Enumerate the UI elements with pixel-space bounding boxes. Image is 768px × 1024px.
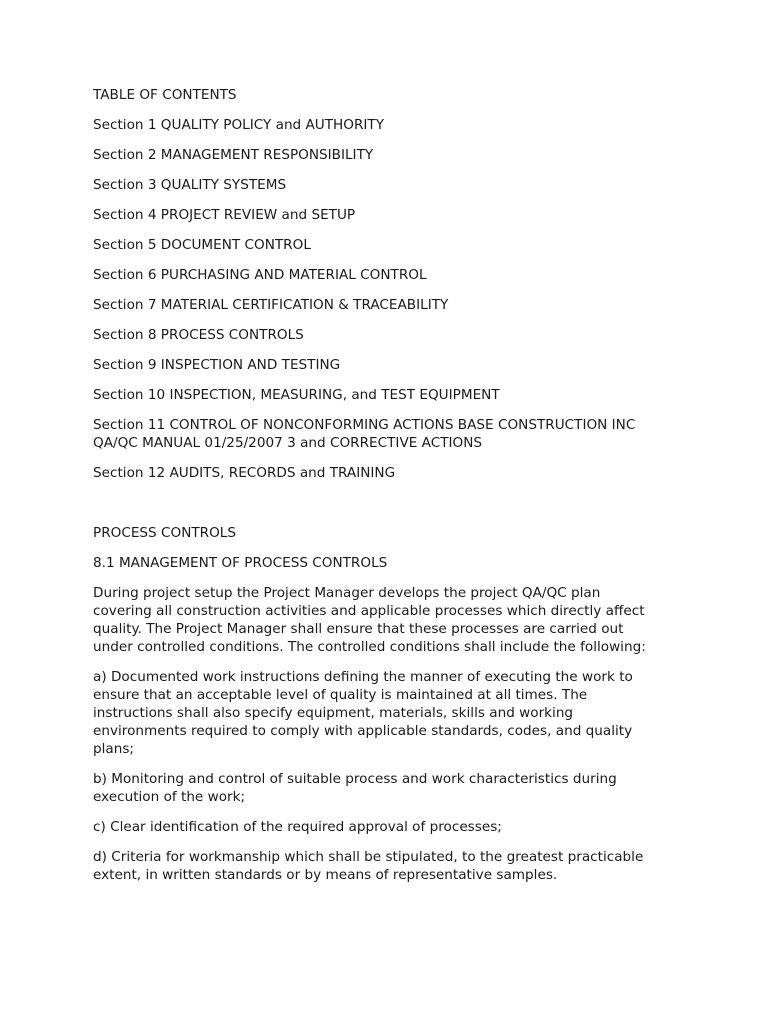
toc-item-line: Section 11 CONTROL OF NONCONFORMING ACTIONS BASE CONSTRUCTION INC — [93, 417, 636, 433]
toc-list — [93, 116, 683, 482]
paragraph-line: quality. The Project Manager shall ensure that these processes are carried out — [93, 621, 624, 637]
paragraph-line: During project setup the Project Manager develops the project QA/QC plan — [93, 585, 601, 601]
toc-item-line: QA/QC MANUAL 01/25/2007 3 and CORRECTIVE ACTIONS — [93, 435, 483, 451]
toc-item: Section 8 PROCESS CONTROLS — [93, 327, 304, 343]
paragraph-line: covering all construction activities and applicable processes which directly affect — [93, 603, 645, 619]
item-a-paragraph — [93, 668, 683, 758]
paragraph-line: environments required to comply with applicable standards, codes, and quality — [93, 723, 633, 739]
toc-item: Section 9 INSPECTION AND TESTING — [93, 357, 341, 373]
paragraph-line: under controlled conditions. The controlled conditions shall include the following: — [93, 639, 646, 655]
paragraph-line: b) Monitoring and control of suitable process and work characteristics during — [93, 771, 617, 787]
paragraph-line: a) Documented work instructions defining the manner of executing the work to — [93, 669, 633, 685]
paragraph-line: c) Clear identification of the required approval of processes; — [93, 819, 502, 835]
process-heading: PROCESS CONTROLS — [93, 525, 237, 541]
intro-paragraph — [93, 584, 683, 656]
toc-item: Section 6 PURCHASING AND MATERIAL CONTROL — [93, 267, 427, 283]
paragraph-line: extent, in written standards or by means of representative samples. — [93, 867, 558, 883]
paragraph-line: ensure that an acceptable level of quality is maintained at all times. The — [93, 687, 588, 703]
toc-item: Section 5 DOCUMENT CONTROL — [93, 237, 311, 253]
paragraph-line: instructions shall also specify equipment, materials, skills and working — [93, 705, 574, 721]
toc-item: Section 3 QUALITY SYSTEMS — [93, 177, 287, 193]
paragraph-line: execution of the work; — [93, 789, 246, 805]
toc-item: Section 4 PROJECT REVIEW and SETUP — [93, 207, 356, 223]
section-spacer — [93, 494, 683, 524]
document-page — [93, 86, 683, 896]
toc-heading: TABLE OF CONTENTS — [93, 87, 237, 103]
paragraph-line: d) Criteria for workmanship which shall be stipulated, to the greatest practicable — [93, 849, 644, 865]
toc-item: Section 7 MATERIAL CERTIFICATION & TRACEABILITY — [93, 297, 449, 313]
item-b-paragraph — [93, 770, 683, 806]
toc-item: Section 10 INSPECTION, MEASURING, and TEST EQUIPMENT — [93, 387, 500, 403]
toc-item: Section 2 MANAGEMENT RESPONSIBILITY — [93, 147, 374, 163]
paragraph-line: plans; — [93, 741, 135, 757]
toc-item-section-11 — [93, 416, 683, 452]
item-d-paragraph — [93, 848, 683, 884]
process-subheading: 8.1 MANAGEMENT OF PROCESS CONTROLS — [93, 555, 388, 571]
item-c-paragraph — [93, 818, 683, 836]
toc-item-section-12: Section 12 AUDITS, RECORDS and TRAINING — [93, 465, 396, 481]
toc-item: Section 1 QUALITY POLICY and AUTHORITY — [93, 117, 385, 133]
